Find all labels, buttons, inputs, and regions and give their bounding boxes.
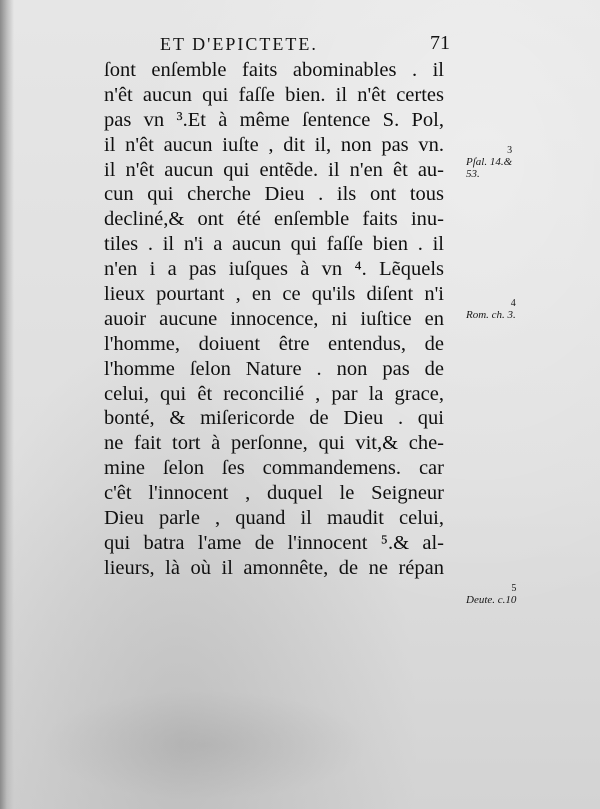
text-line: tiles . il n'i a aucun qui faſſe bien . il: [104, 233, 444, 256]
note-text: Pſal. 14.&: [466, 156, 513, 168]
water-stain: [40, 690, 370, 800]
text-line: bonté, & miſericorde de Dieu . qui: [104, 407, 444, 430]
text-line: celui, qui êt reconcilié , par la grace,: [104, 382, 444, 405]
text-line: decliné,& ont été enſemble faits inu-: [104, 208, 444, 231]
running-title: ET D'EPICTETE.: [160, 34, 318, 54]
text-line: mine ſelon ſes commandemens. car: [104, 457, 444, 480]
text-line: l'homme ſelon Nature . non pas de: [104, 357, 444, 380]
margin-note: [466, 583, 516, 606]
note-text: Deute. c.10: [466, 594, 517, 606]
text-line: il n'êt aucun iuſte , dit il, non pas vn.: [104, 133, 444, 156]
text-line: l'homme, doiuent être entendus, de: [104, 332, 444, 355]
page-edge-shadow: [0, 0, 14, 809]
margin-note: [466, 298, 516, 321]
text-line: ne fait tort à perſonne, qui vit,& che-: [104, 432, 444, 455]
text-line: Dieu parle , quand il maudit celui,: [104, 507, 444, 530]
note-marker: 5: [511, 583, 517, 594]
text-line: auoir aucune innocence, ni iuſtice en: [104, 307, 444, 330]
text-line: n'êt aucun qui faſſe bien. il n'êt certes: [104, 83, 444, 106]
note-marker: 3: [507, 145, 513, 156]
text-line: lieurs, là où il amonnête, de ne répan: [104, 556, 444, 579]
text-line: lieux pourtant , en ce qu'ils diſent n'i: [104, 283, 444, 306]
text-line: n'en i a pas iuſques à vn ⁴. Lẽquels: [104, 258, 444, 281]
note-text: 53.: [466, 168, 480, 180]
text-line: cun qui cherche Dieu . ils ont tous: [104, 183, 444, 206]
text-line: pas vn ³.Et à même ſentence S. Pol,: [104, 108, 444, 131]
text-line: il n'êt aucun qui entẽde. il n'en êt au-: [104, 158, 444, 181]
text-line: ſont enſemble faits abominables . il: [104, 59, 444, 81]
margin-note: [466, 145, 512, 180]
page-header: [160, 34, 450, 60]
main-text-block: [104, 58, 444, 581]
note-marker: 4: [510, 298, 516, 309]
text-line: qui batra l'ame de l'innocent ⁵.& al-: [104, 531, 444, 554]
text-line: c'êt l'innocent , duquel le Seigneur: [104, 482, 444, 505]
note-text: Rom. ch. 3.: [466, 309, 516, 321]
page-number: 71: [430, 32, 450, 54]
